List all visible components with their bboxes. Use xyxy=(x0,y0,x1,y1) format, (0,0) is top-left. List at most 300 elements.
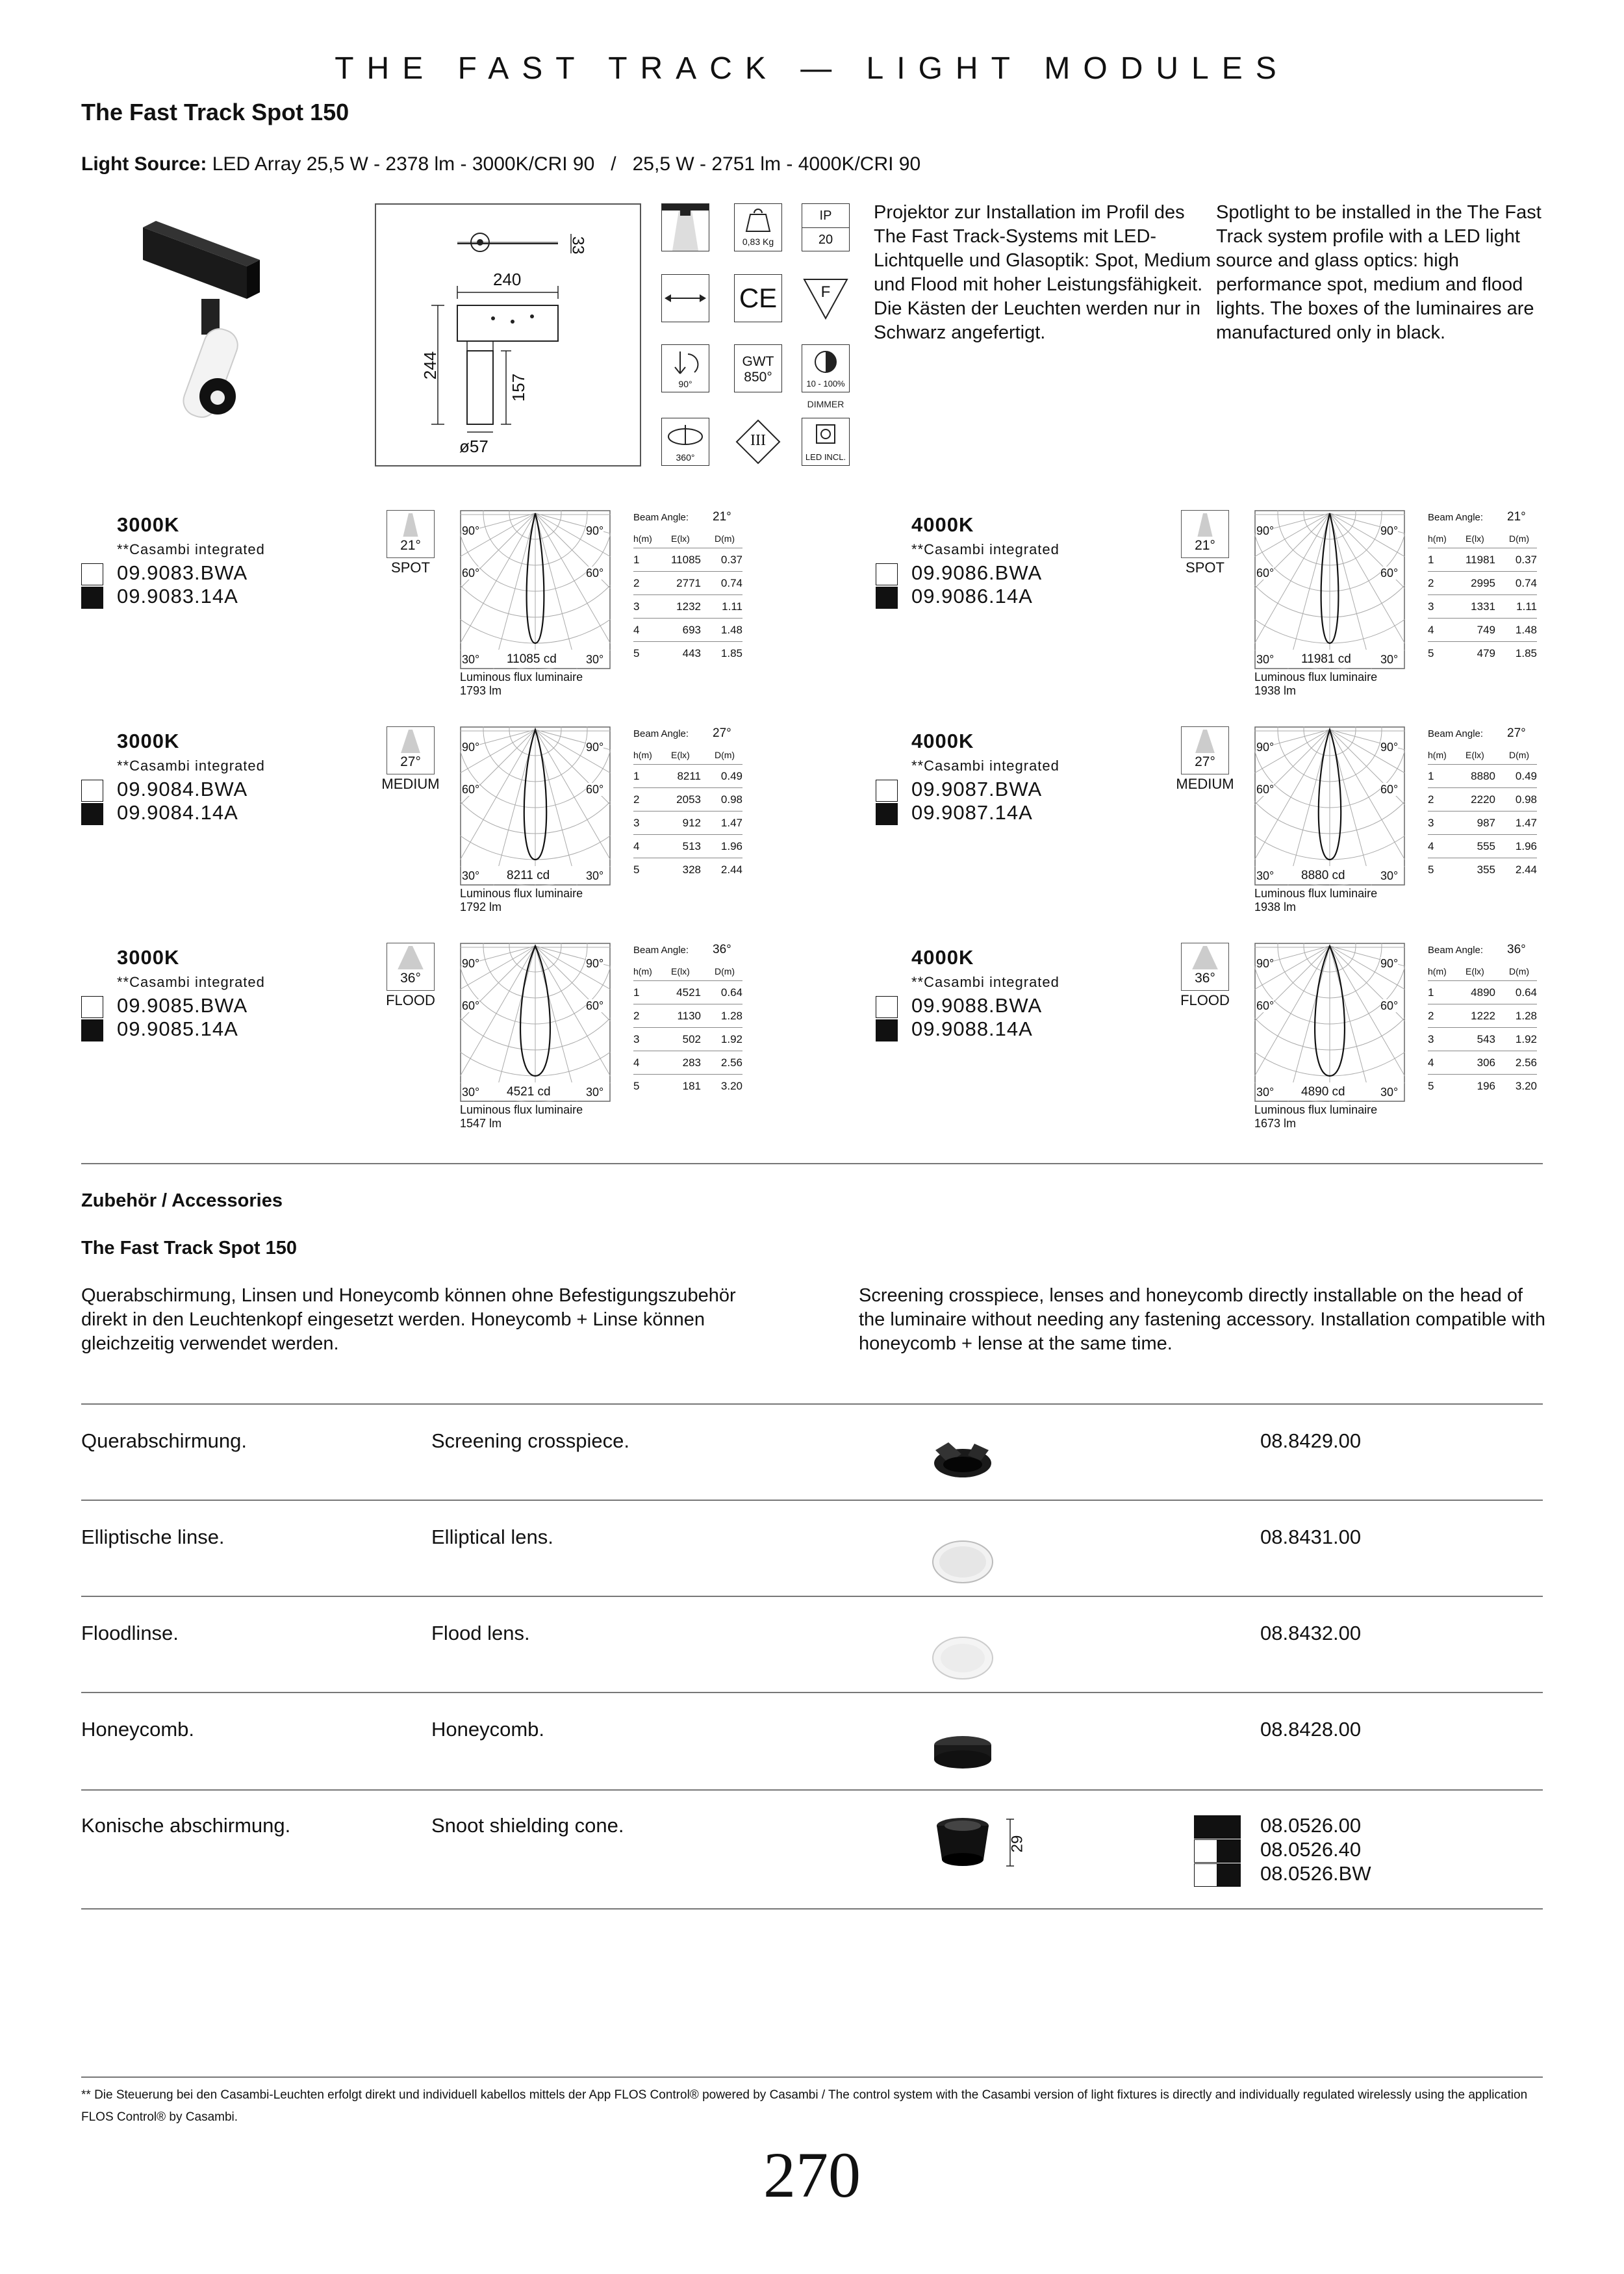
cell-d: 0.74 xyxy=(720,577,742,589)
cell-e: 8211 xyxy=(677,770,701,782)
cell-h: 5 xyxy=(1428,1080,1434,1092)
product-code-white: 09.9085.BWA xyxy=(117,994,248,1017)
cell-h: 3 xyxy=(633,600,640,613)
illuminance-table xyxy=(1428,745,1537,881)
polar-label-60-left: 60° xyxy=(462,567,480,580)
weight-value: 0,83 Kg xyxy=(742,236,774,247)
accessory-name-en: Snoot shielding cone. xyxy=(431,1814,624,1837)
color-temp: 3000K xyxy=(117,513,180,536)
polar-label-60-right: 60° xyxy=(1380,783,1399,796)
cell-h: 3 xyxy=(633,1033,640,1045)
dim-body: 157 xyxy=(509,373,529,402)
cell-d: 1.47 xyxy=(720,817,742,829)
accessory-name-de: Floodlinse. xyxy=(81,1622,179,1644)
variant-block xyxy=(876,726,1590,934)
track-icon xyxy=(661,203,709,251)
cell-e: 443 xyxy=(682,647,701,659)
beam-angle-label: 27° xyxy=(387,754,434,770)
table-row xyxy=(633,788,742,811)
table-row xyxy=(1428,1028,1537,1051)
cell-e: 283 xyxy=(682,1056,701,1069)
beam-icon xyxy=(1181,943,1229,991)
f-mark: F xyxy=(820,283,831,301)
casambi-note: **Casambi integrated xyxy=(911,541,1059,557)
led-incl-label: LED INCL. xyxy=(805,452,846,462)
table-header xyxy=(633,745,742,765)
col-d: D(m) xyxy=(715,750,735,760)
accessory-row xyxy=(0,1526,1624,1610)
col-e: E(lx) xyxy=(1465,533,1484,544)
cell-d: 3.20 xyxy=(1515,1080,1537,1092)
cell-e: 4890 xyxy=(1471,986,1495,999)
cell-d: 1.92 xyxy=(1515,1033,1537,1045)
white-swatch xyxy=(876,780,898,802)
beam-icon xyxy=(1181,510,1229,558)
rotation-icon xyxy=(661,418,709,466)
variant-block xyxy=(81,943,796,1151)
light-source-label: Light Source: xyxy=(81,153,207,175)
cell-d: 1.85 xyxy=(1515,647,1537,659)
class-iii: III xyxy=(750,432,766,449)
flux-caption: Luminous flux luminaire xyxy=(1254,887,1378,900)
product-code-white: 09.9086.BWA xyxy=(911,561,1043,584)
cell-d: 3.20 xyxy=(720,1080,742,1092)
snoot-dimension: 29 xyxy=(1008,1835,1026,1853)
polar-label-90-right: 90° xyxy=(586,524,604,537)
peak-intensity: 8880 cd xyxy=(1301,869,1345,882)
cell-d: 1.92 xyxy=(720,1033,742,1045)
accessory-row xyxy=(0,1429,1624,1514)
tilt-value: 90° xyxy=(678,379,692,389)
finish-swatch xyxy=(1194,1863,1217,1887)
cell-d: 2.44 xyxy=(720,863,742,876)
beam-type: SPOT xyxy=(391,559,430,576)
table-row xyxy=(633,1075,742,1097)
beam-angle-label: 36° xyxy=(1182,971,1228,986)
gwt-icon xyxy=(734,344,782,392)
tilt-icon xyxy=(661,344,709,392)
flux-caption: Luminous flux luminaire xyxy=(1254,671,1378,683)
cell-e: 555 xyxy=(1477,840,1495,852)
polar-label-90-left: 90° xyxy=(1256,957,1275,970)
dimmer-icon xyxy=(802,344,850,392)
weight-icon xyxy=(734,203,782,251)
dim-width: 240 xyxy=(493,270,522,289)
beam-angle-caption: Beam Angle: xyxy=(1428,512,1484,523)
flux-caption: Luminous flux luminaire xyxy=(460,887,583,900)
cell-h: 5 xyxy=(633,1080,640,1092)
table-row xyxy=(633,642,742,665)
cell-e: 502 xyxy=(682,1033,701,1045)
flux-value: 1547 lm xyxy=(460,1117,502,1130)
cell-h: 1 xyxy=(633,986,640,999)
cell-h: 3 xyxy=(1428,600,1434,613)
dimmer-range: 10 - 100% xyxy=(806,379,845,389)
polar-label-30-right: 30° xyxy=(1380,869,1399,882)
peak-intensity: 11085 cd xyxy=(507,652,557,666)
ip-rating-icon xyxy=(802,203,850,251)
description-de: Projektor zur Installation im Profil des The Fast Track-Systems mit LED-Lichtquelle und Glasoptik: Spot, Medium und Flood mit hoher Leistungsfähigkeit. Die Kästen der Leuchten werden nur in Schwarz angefertigt. xyxy=(874,202,1212,343)
polar-label-30-right: 30° xyxy=(586,653,604,666)
accessories-product: The Fast Track Spot 150 xyxy=(81,1238,298,1258)
white-swatch xyxy=(81,780,103,802)
beam-angle-caption: Beam Angle: xyxy=(1428,728,1484,739)
table-row xyxy=(1428,548,1537,572)
illuminance-table xyxy=(1428,528,1537,665)
accessory-name-de: Honeycomb. xyxy=(81,1718,195,1741)
col-e: E(lx) xyxy=(1465,750,1484,760)
polar-label-30-left: 30° xyxy=(1256,653,1275,666)
polar-label-30-left: 30° xyxy=(1256,869,1275,882)
col-e: E(lx) xyxy=(671,533,690,544)
color-temp: 4000K xyxy=(911,946,974,969)
polar-label-30-right: 30° xyxy=(1380,653,1399,666)
product-code-white: 09.9083.BWA xyxy=(117,561,248,584)
polar-label-60-right: 60° xyxy=(1380,999,1399,1012)
table-row xyxy=(1428,572,1537,595)
table-row xyxy=(1428,1051,1537,1075)
accessory-name-en: Elliptical lens. xyxy=(431,1526,553,1548)
accessory-code-3: 08.0526.BW xyxy=(1260,1862,1371,1885)
footnote: ** Die Steuerung bei den Casambi-Leuchten erfolgt direkt und individuell kabellos mittels der App FLOS Control® powered by Casambi / The control system with the Casambi version of light fixtures is directly and individually regulated wirelessly using the application FLOS Control® by Casambi. xyxy=(81,2088,1528,2124)
accessory-code: 08.0526.00 xyxy=(1260,1814,1362,1837)
beam-angle-value: 21° xyxy=(713,510,731,524)
cell-h: 5 xyxy=(633,647,640,659)
beam-angle-value: 36° xyxy=(713,943,731,956)
cell-h: 1 xyxy=(633,554,640,566)
cell-h: 2 xyxy=(633,1010,640,1022)
cell-h: 1 xyxy=(1428,770,1434,782)
cell-d: 0.49 xyxy=(720,770,742,782)
white-swatch xyxy=(876,563,898,585)
table-row xyxy=(1428,619,1537,642)
polar-label-30-left: 30° xyxy=(462,653,480,666)
illuminance-table xyxy=(633,528,742,665)
cell-e: 181 xyxy=(682,1080,701,1092)
polar-label-60-left: 60° xyxy=(462,999,480,1012)
finish-swatch xyxy=(1217,1863,1241,1887)
table-row xyxy=(633,1028,742,1051)
beam-angle-label: 21° xyxy=(387,538,434,554)
cell-h: 4 xyxy=(633,624,640,636)
cell-d: 0.64 xyxy=(1515,986,1537,999)
col-d: D(m) xyxy=(1509,966,1530,977)
black-swatch xyxy=(876,587,898,609)
casambi-note: **Casambi integrated xyxy=(117,758,265,774)
black-swatch xyxy=(81,587,103,609)
black-swatch xyxy=(876,1019,898,1041)
table-row xyxy=(633,981,742,1004)
col-d: D(m) xyxy=(715,966,735,977)
col-h: h(m) xyxy=(633,966,652,977)
cell-e: 693 xyxy=(682,624,701,636)
cell-d: 0.37 xyxy=(720,554,742,566)
illuminance-table xyxy=(1428,961,1537,1097)
cell-h: 4 xyxy=(1428,840,1434,852)
polar-label-90-right: 90° xyxy=(1380,957,1399,970)
accessory-row xyxy=(0,1622,1624,1706)
col-d: D(m) xyxy=(1509,533,1530,544)
white-swatch xyxy=(876,996,898,1018)
casambi-note: **Casambi integrated xyxy=(911,758,1059,774)
finish-swatch xyxy=(1194,1815,1217,1839)
elliptical-lens-image xyxy=(929,1533,1000,1592)
light-source xyxy=(81,153,920,175)
accessory-name-en: Screening crosspiece. xyxy=(431,1429,629,1452)
product-code-black: 09.9087.14A xyxy=(911,801,1033,824)
beam-angle-caption: Beam Angle: xyxy=(1428,945,1484,956)
polar-label-30-left: 30° xyxy=(1256,1086,1275,1099)
description-en: Spotlight to be installed in the The Fast Track system profile with a LED light source and glass optics: high performance spot, medium and flood lights. The boxes of the luminaires are manufactured only in black. xyxy=(1216,202,1542,343)
flux-value: 1673 lm xyxy=(1254,1117,1297,1130)
polar-label-90-left: 90° xyxy=(1256,524,1275,537)
cell-h: 4 xyxy=(633,1056,640,1069)
gwt-label: GWT xyxy=(742,354,774,369)
polar-label-90-right: 90° xyxy=(586,957,604,970)
dim-track: 33 xyxy=(568,236,587,255)
col-e: E(lx) xyxy=(671,966,690,977)
variant-block xyxy=(876,943,1590,1151)
white-swatch xyxy=(81,563,103,585)
table-row xyxy=(633,835,742,858)
page-number: 270 xyxy=(763,2139,861,2211)
cell-d: 1.11 xyxy=(722,600,742,613)
accessory-code: 08.8429.00 xyxy=(1260,1429,1362,1452)
accessories-intro-de: Querabschirmung, Linsen und Honeycomb können ohne Befestigungszubehör direkt in den Leuchtenkopf eingesetzt werden. Honeycomb + Linse können gleichzeitig verwendet werden. xyxy=(81,1285,736,1354)
product-code-black: 09.9085.14A xyxy=(117,1017,238,1040)
accessory-code: 08.8428.00 xyxy=(1260,1718,1362,1741)
cell-e: 1331 xyxy=(1471,600,1495,613)
casambi-note: **Casambi integrated xyxy=(911,974,1059,990)
cell-e: 306 xyxy=(1477,1056,1495,1069)
accessory-name-de: Elliptische linse. xyxy=(81,1526,225,1548)
polar-label-30-right: 30° xyxy=(586,869,604,882)
flux-caption: Luminous flux luminaire xyxy=(460,1103,583,1116)
cell-e: 328 xyxy=(682,863,701,876)
polar-label-60-right: 60° xyxy=(586,999,604,1012)
cell-d: 2.56 xyxy=(720,1056,742,1069)
cell-d: 0.37 xyxy=(1515,554,1537,566)
flux-value: 1938 lm xyxy=(1254,684,1297,697)
polar-label-90-right: 90° xyxy=(1380,741,1399,754)
beam-angle-label: 21° xyxy=(1182,538,1228,554)
cell-h: 1 xyxy=(633,770,640,782)
table-row xyxy=(633,619,742,642)
cell-d: 1.96 xyxy=(1515,840,1537,852)
col-h: h(m) xyxy=(1428,750,1447,760)
cell-e: 2995 xyxy=(1471,577,1495,589)
polar-label-90-right: 90° xyxy=(586,741,604,754)
polar-label-60-right: 60° xyxy=(1380,567,1399,580)
black-swatch xyxy=(81,1019,103,1041)
beam-angle-caption: Beam Angle: xyxy=(633,728,689,739)
polar-label-90-right: 90° xyxy=(1380,524,1399,537)
cell-e: 479 xyxy=(1477,647,1495,659)
color-temp: 4000K xyxy=(911,513,974,536)
cell-d: 2.44 xyxy=(1515,863,1537,876)
variant-block xyxy=(876,510,1590,718)
col-e: E(lx) xyxy=(671,750,690,760)
cell-h: 1 xyxy=(1428,554,1434,566)
color-temp: 4000K xyxy=(911,730,974,752)
accessory-code-2: 08.0526.40 xyxy=(1260,1838,1362,1861)
polar-label-30-right: 30° xyxy=(586,1086,604,1099)
col-h: h(m) xyxy=(633,750,652,760)
snoot-cone-image xyxy=(929,1814,1000,1872)
ce-mark-icon: CE xyxy=(734,274,782,322)
cell-e: 2771 xyxy=(676,577,701,589)
beam-angle-label: 27° xyxy=(1182,754,1228,770)
cell-h: 4 xyxy=(633,840,640,852)
accessories-intro-en: Screening crosspiece, lenses and honeycomb directly installable on the head of the luminaire without needing any fastening accessory. Installation compatible with honeycomb + lense at the same time. xyxy=(859,1285,1545,1354)
cell-d: 1.85 xyxy=(720,647,742,659)
color-temp: 3000K xyxy=(117,730,180,752)
peak-intensity: 8211 cd xyxy=(507,869,550,882)
flux-value: 1792 lm xyxy=(460,901,502,913)
technical-drawing xyxy=(375,203,641,466)
beam-icon xyxy=(1181,726,1229,774)
cell-e: 1130 xyxy=(677,1010,701,1022)
table-row xyxy=(633,765,742,788)
table-row xyxy=(1428,811,1537,835)
product-code-black: 09.9083.14A xyxy=(117,585,238,607)
polar-label-60-left: 60° xyxy=(1256,567,1275,580)
illuminance-table xyxy=(633,745,742,881)
flux-value: 1938 lm xyxy=(1254,901,1297,913)
cell-h: 4 xyxy=(1428,624,1434,636)
col-h: h(m) xyxy=(633,533,652,544)
table-row xyxy=(633,858,742,881)
col-d: D(m) xyxy=(1509,750,1530,760)
table-row xyxy=(1428,981,1537,1004)
flux-caption: Luminous flux luminaire xyxy=(1254,1103,1378,1116)
led-incl-icon xyxy=(802,418,850,466)
black-swatch xyxy=(876,803,898,825)
cell-h: 3 xyxy=(1428,1033,1434,1045)
table-header xyxy=(1428,961,1537,981)
flux-caption: Luminous flux luminaire xyxy=(460,671,583,683)
beam-angle-caption: Beam Angle: xyxy=(633,512,689,523)
class-iii-icon xyxy=(734,418,782,466)
col-h: h(m) xyxy=(1428,966,1447,977)
white-swatch xyxy=(81,996,103,1018)
col-e: E(lx) xyxy=(1465,966,1484,977)
cell-d: 1.96 xyxy=(720,840,742,852)
cell-e: 8880 xyxy=(1471,770,1495,782)
honeycomb-image xyxy=(929,1726,1000,1784)
casambi-note: **Casambi integrated xyxy=(117,541,265,557)
polar-label-60-right: 60° xyxy=(586,783,604,796)
cell-h: 1 xyxy=(1428,986,1434,999)
beam-type: MEDIUM xyxy=(1176,776,1234,792)
table-header xyxy=(633,961,742,981)
table-row xyxy=(1428,642,1537,665)
cell-d: 0.64 xyxy=(720,986,742,999)
col-h: h(m) xyxy=(1428,533,1447,544)
cell-e: 1222 xyxy=(1471,1010,1495,1022)
cell-e: 355 xyxy=(1477,863,1495,876)
cell-d: 1.48 xyxy=(1515,624,1537,636)
accessory-code: 08.8432.00 xyxy=(1260,1622,1362,1644)
polar-label-90-left: 90° xyxy=(462,741,480,754)
cell-h: 3 xyxy=(1428,817,1434,829)
polar-label-60-right: 60° xyxy=(586,567,604,580)
peak-intensity: 4521 cd xyxy=(507,1085,551,1099)
table-row xyxy=(633,548,742,572)
ip-label: IP xyxy=(802,204,849,228)
beam-icon xyxy=(387,726,435,774)
table-row xyxy=(1428,1075,1537,1097)
polar-label-30-left: 30° xyxy=(462,869,480,882)
product-code-white: 09.9088.BWA xyxy=(911,994,1043,1017)
dim-height: 244 xyxy=(420,351,440,380)
table-row xyxy=(633,572,742,595)
accessory-code: 08.8431.00 xyxy=(1260,1526,1362,1548)
product-code-black: 09.9084.14A xyxy=(117,801,238,824)
cell-d: 0.98 xyxy=(720,793,742,806)
table-row xyxy=(1428,858,1537,881)
table-header xyxy=(633,528,742,548)
cell-h: 2 xyxy=(1428,577,1434,589)
polar-label-90-left: 90° xyxy=(462,524,480,537)
cell-e: 2220 xyxy=(1471,793,1495,806)
beam-icon xyxy=(387,943,435,991)
page-title: THE FAST TRACK — LIGHT MODULES xyxy=(335,51,1289,86)
table-header xyxy=(1428,745,1537,765)
cell-e: 912 xyxy=(682,817,701,829)
cell-e: 543 xyxy=(1477,1033,1495,1045)
variant-block xyxy=(81,726,796,934)
cell-h: 3 xyxy=(633,817,640,829)
table-row xyxy=(633,1004,742,1028)
dim-diameter: ø57 xyxy=(459,437,488,456)
polar-label-30-right: 30° xyxy=(1380,1086,1399,1099)
polar-label-60-left: 60° xyxy=(462,783,480,796)
polar-label-30-left: 30° xyxy=(462,1086,480,1099)
cell-e: 749 xyxy=(1477,624,1495,636)
cell-d: 1.47 xyxy=(1515,817,1537,829)
cell-h: 4 xyxy=(1428,1056,1434,1069)
peak-intensity: 4890 cd xyxy=(1301,1085,1345,1099)
cell-e: 4521 xyxy=(676,986,701,999)
table-row xyxy=(1428,765,1537,788)
cell-e: 2053 xyxy=(676,793,701,806)
polar-label-90-left: 90° xyxy=(1256,741,1275,754)
cell-d: 1.48 xyxy=(720,624,742,636)
dimmer-label: DIMMER xyxy=(807,399,844,409)
polar-label-90-left: 90° xyxy=(462,957,480,970)
finish-swatch xyxy=(1217,1815,1241,1839)
flux-value: 1793 lm xyxy=(460,684,502,697)
cell-e: 196 xyxy=(1477,1080,1495,1092)
peak-intensity: 11981 cd xyxy=(1301,652,1351,666)
beam-angle-value: 21° xyxy=(1507,510,1526,524)
beam-type: FLOOD xyxy=(386,992,435,1008)
cell-h: 2 xyxy=(1428,793,1434,806)
beam-icon xyxy=(387,510,435,558)
beam-angle-label: 36° xyxy=(387,971,434,986)
product-code-black: 09.9088.14A xyxy=(911,1017,1033,1040)
product-code-white: 09.9084.BWA xyxy=(117,778,248,800)
accessories-heading: Zubehör / Accessories xyxy=(81,1190,283,1211)
accessory-row xyxy=(0,1814,1624,1898)
cell-d: 1.28 xyxy=(1515,1010,1537,1022)
cell-d: 0.74 xyxy=(1515,577,1537,589)
black-swatch xyxy=(81,803,103,825)
cell-h: 2 xyxy=(633,577,640,589)
table-row xyxy=(1428,788,1537,811)
cell-h: 5 xyxy=(1428,863,1434,876)
